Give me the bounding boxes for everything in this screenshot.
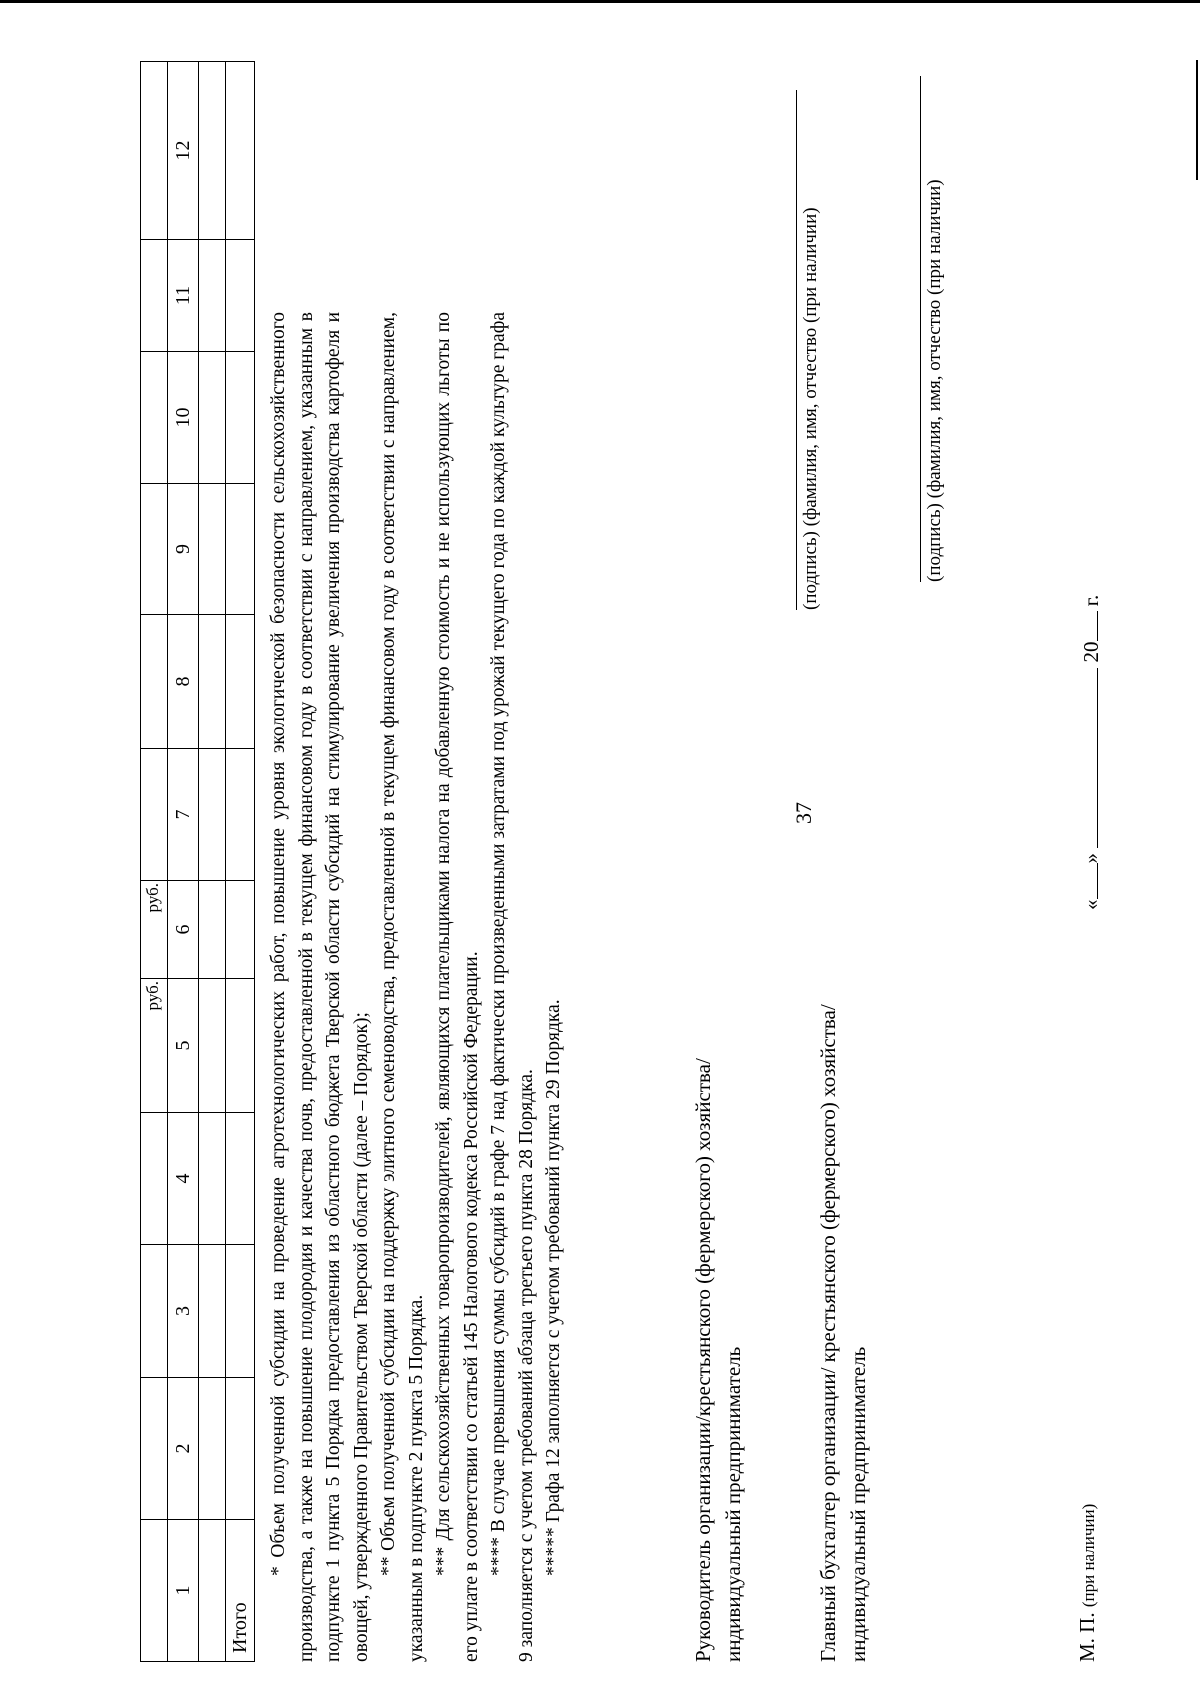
- table-cell: [141, 1378, 168, 1520]
- accountant-signature-caption: (подпись) (фамилия, имя, отчество (при наличии): [924, 179, 945, 582]
- table-cell: [199, 749, 226, 881]
- page-number: 37: [791, 802, 816, 824]
- table-cell: [226, 240, 255, 352]
- table-cell: [226, 979, 255, 1113]
- date-open-quote: «: [1079, 899, 1103, 910]
- footnote-4: **** В случае превышения суммы субсидий в графе 7 над фактически произведенными затратами под урожай текущего года по каждой культуре графа 9 заполняется с учетом требований абзаца третьего пункта 28 Порядка.: [488, 312, 537, 1662]
- column-number: 1: [168, 1520, 199, 1662]
- stamp-placeholder: [1075, 1504, 1100, 1662]
- total-label: Итого: [226, 1520, 255, 1662]
- head-signature-caption: (подпись) (фамилия, имя, отчество (при наличии): [800, 207, 821, 610]
- table-cell: [199, 1520, 226, 1662]
- table-empty-row: [199, 62, 226, 1662]
- date-field: [1075, 595, 1104, 910]
- scan-edge-right: [1196, 60, 1198, 180]
- table-cell: [199, 881, 226, 979]
- table-cell: [226, 352, 255, 484]
- table-cell: [141, 615, 168, 749]
- stamp-note: (при наличии): [1079, 1503, 1098, 1608]
- accountant-signature-line: [920, 76, 921, 582]
- head-title-line2: индивидуальный предприниматель: [721, 1346, 745, 1662]
- footnote-1: * Объем полученной субсидии на проведение агротехнологических работ, повышение уровня экологической безопасности сельскохозяйственного производства, а также на повышение плодородия и качества почв, предоставленной в текущем финансовом году в соответствии с направлением, указанным в подпункте 1 пункта 5 Порядка предоставления из областного бюджета Тверской области субсидий на стимулирование увеличения производства картофеля и овощей, утвержденного Правительством Тверской области (далее – Порядок);: [268, 312, 372, 1662]
- table-cell: [226, 1378, 255, 1520]
- table-cell: [141, 1113, 168, 1245]
- footnote-5: ***** Графа 12 заполняется с учетом требований пункта 29 Порядка.: [543, 999, 564, 1576]
- head-title-line1: Руководитель организации/крестьянского (фермерского) хозяйства/: [691, 1058, 715, 1662]
- table-cell: [141, 352, 168, 484]
- unit-label-col6: руб.: [143, 883, 162, 913]
- table-cell: [199, 62, 226, 240]
- column-number: 5: [168, 979, 199, 1113]
- column-number: 4: [168, 1113, 199, 1245]
- month-blank: [1075, 668, 1098, 848]
- table-cell: [141, 1520, 168, 1662]
- table-cell: [141, 749, 168, 881]
- table-cell: [226, 1113, 255, 1245]
- year-blank: [1075, 612, 1098, 642]
- table-cell: [226, 62, 255, 240]
- table-unit-row: [141, 62, 168, 1662]
- date-close-quote: »: [1079, 853, 1103, 864]
- day-blank: [1075, 864, 1098, 900]
- table-cell: [226, 484, 255, 615]
- year-prefix: 20: [1079, 641, 1103, 663]
- column-number: 10: [168, 352, 199, 484]
- table-cell: [226, 749, 255, 881]
- scan-edge-top: [0, 0, 1200, 3]
- table-cell: [226, 615, 255, 749]
- column-number: 2: [168, 1378, 199, 1520]
- stamp-label: М. П.: [1075, 1612, 1099, 1662]
- table-total-row: [226, 62, 255, 1662]
- year-suffix: г.: [1079, 594, 1103, 607]
- table-column-number-row: [168, 62, 199, 1662]
- column-number: 8: [168, 615, 199, 749]
- head-signature-line: [796, 90, 797, 610]
- table-cell: [199, 1113, 226, 1245]
- table-cell-unit: [141, 881, 168, 979]
- accountant-title-line1: Главный бухгалтер организации/ крестьянского (фермерского) хозяйства/: [816, 1004, 840, 1662]
- column-number: 3: [168, 1245, 199, 1378]
- table-cell: [199, 1245, 226, 1378]
- table-cell: [199, 352, 226, 484]
- table-cell-unit: [141, 979, 168, 1113]
- footnote-3: *** Для сельскохозяйственных товаропроизводителей, являющихся плательщиками налога на добавленную стоимость и не использующих льготы по его уплате в соответствии со статьей 145 Налогового кодекса Российской Федерации.: [433, 312, 482, 1662]
- table-cell: [141, 62, 168, 240]
- column-number: 12: [168, 62, 199, 240]
- table-cell: [199, 240, 226, 352]
- table-cell: [199, 615, 226, 749]
- accountant-title-line2: индивидуальный предприниматель: [846, 1346, 870, 1662]
- table-cell: [141, 1245, 168, 1378]
- head-signature-block: [688, 1058, 748, 1662]
- footnotes: [265, 312, 568, 1662]
- column-number: 11: [168, 240, 199, 352]
- unit-label-col5: руб.: [143, 981, 162, 1011]
- footnote-2: ** Объем полученной субсидии на поддержку элитного семеноводства, предоставленной в текущем финансовом году в соответствии с направлением, указанным в подпункте 2 пункта 5 Порядка.: [378, 312, 427, 1662]
- table-cell: [141, 240, 168, 352]
- table-cell: [199, 484, 226, 615]
- column-number: 9: [168, 484, 199, 615]
- column-number: 6: [168, 881, 199, 979]
- table-cell: [226, 1245, 255, 1378]
- column-number: 7: [168, 749, 199, 881]
- data-table: [140, 61, 255, 1662]
- table-cell: [199, 1378, 226, 1520]
- table-cell: [141, 484, 168, 615]
- rotated-page-content: [140, 62, 1180, 1662]
- accountant-signature-block: [813, 1004, 873, 1662]
- table-cell: [199, 979, 226, 1113]
- table-cell: [226, 881, 255, 979]
